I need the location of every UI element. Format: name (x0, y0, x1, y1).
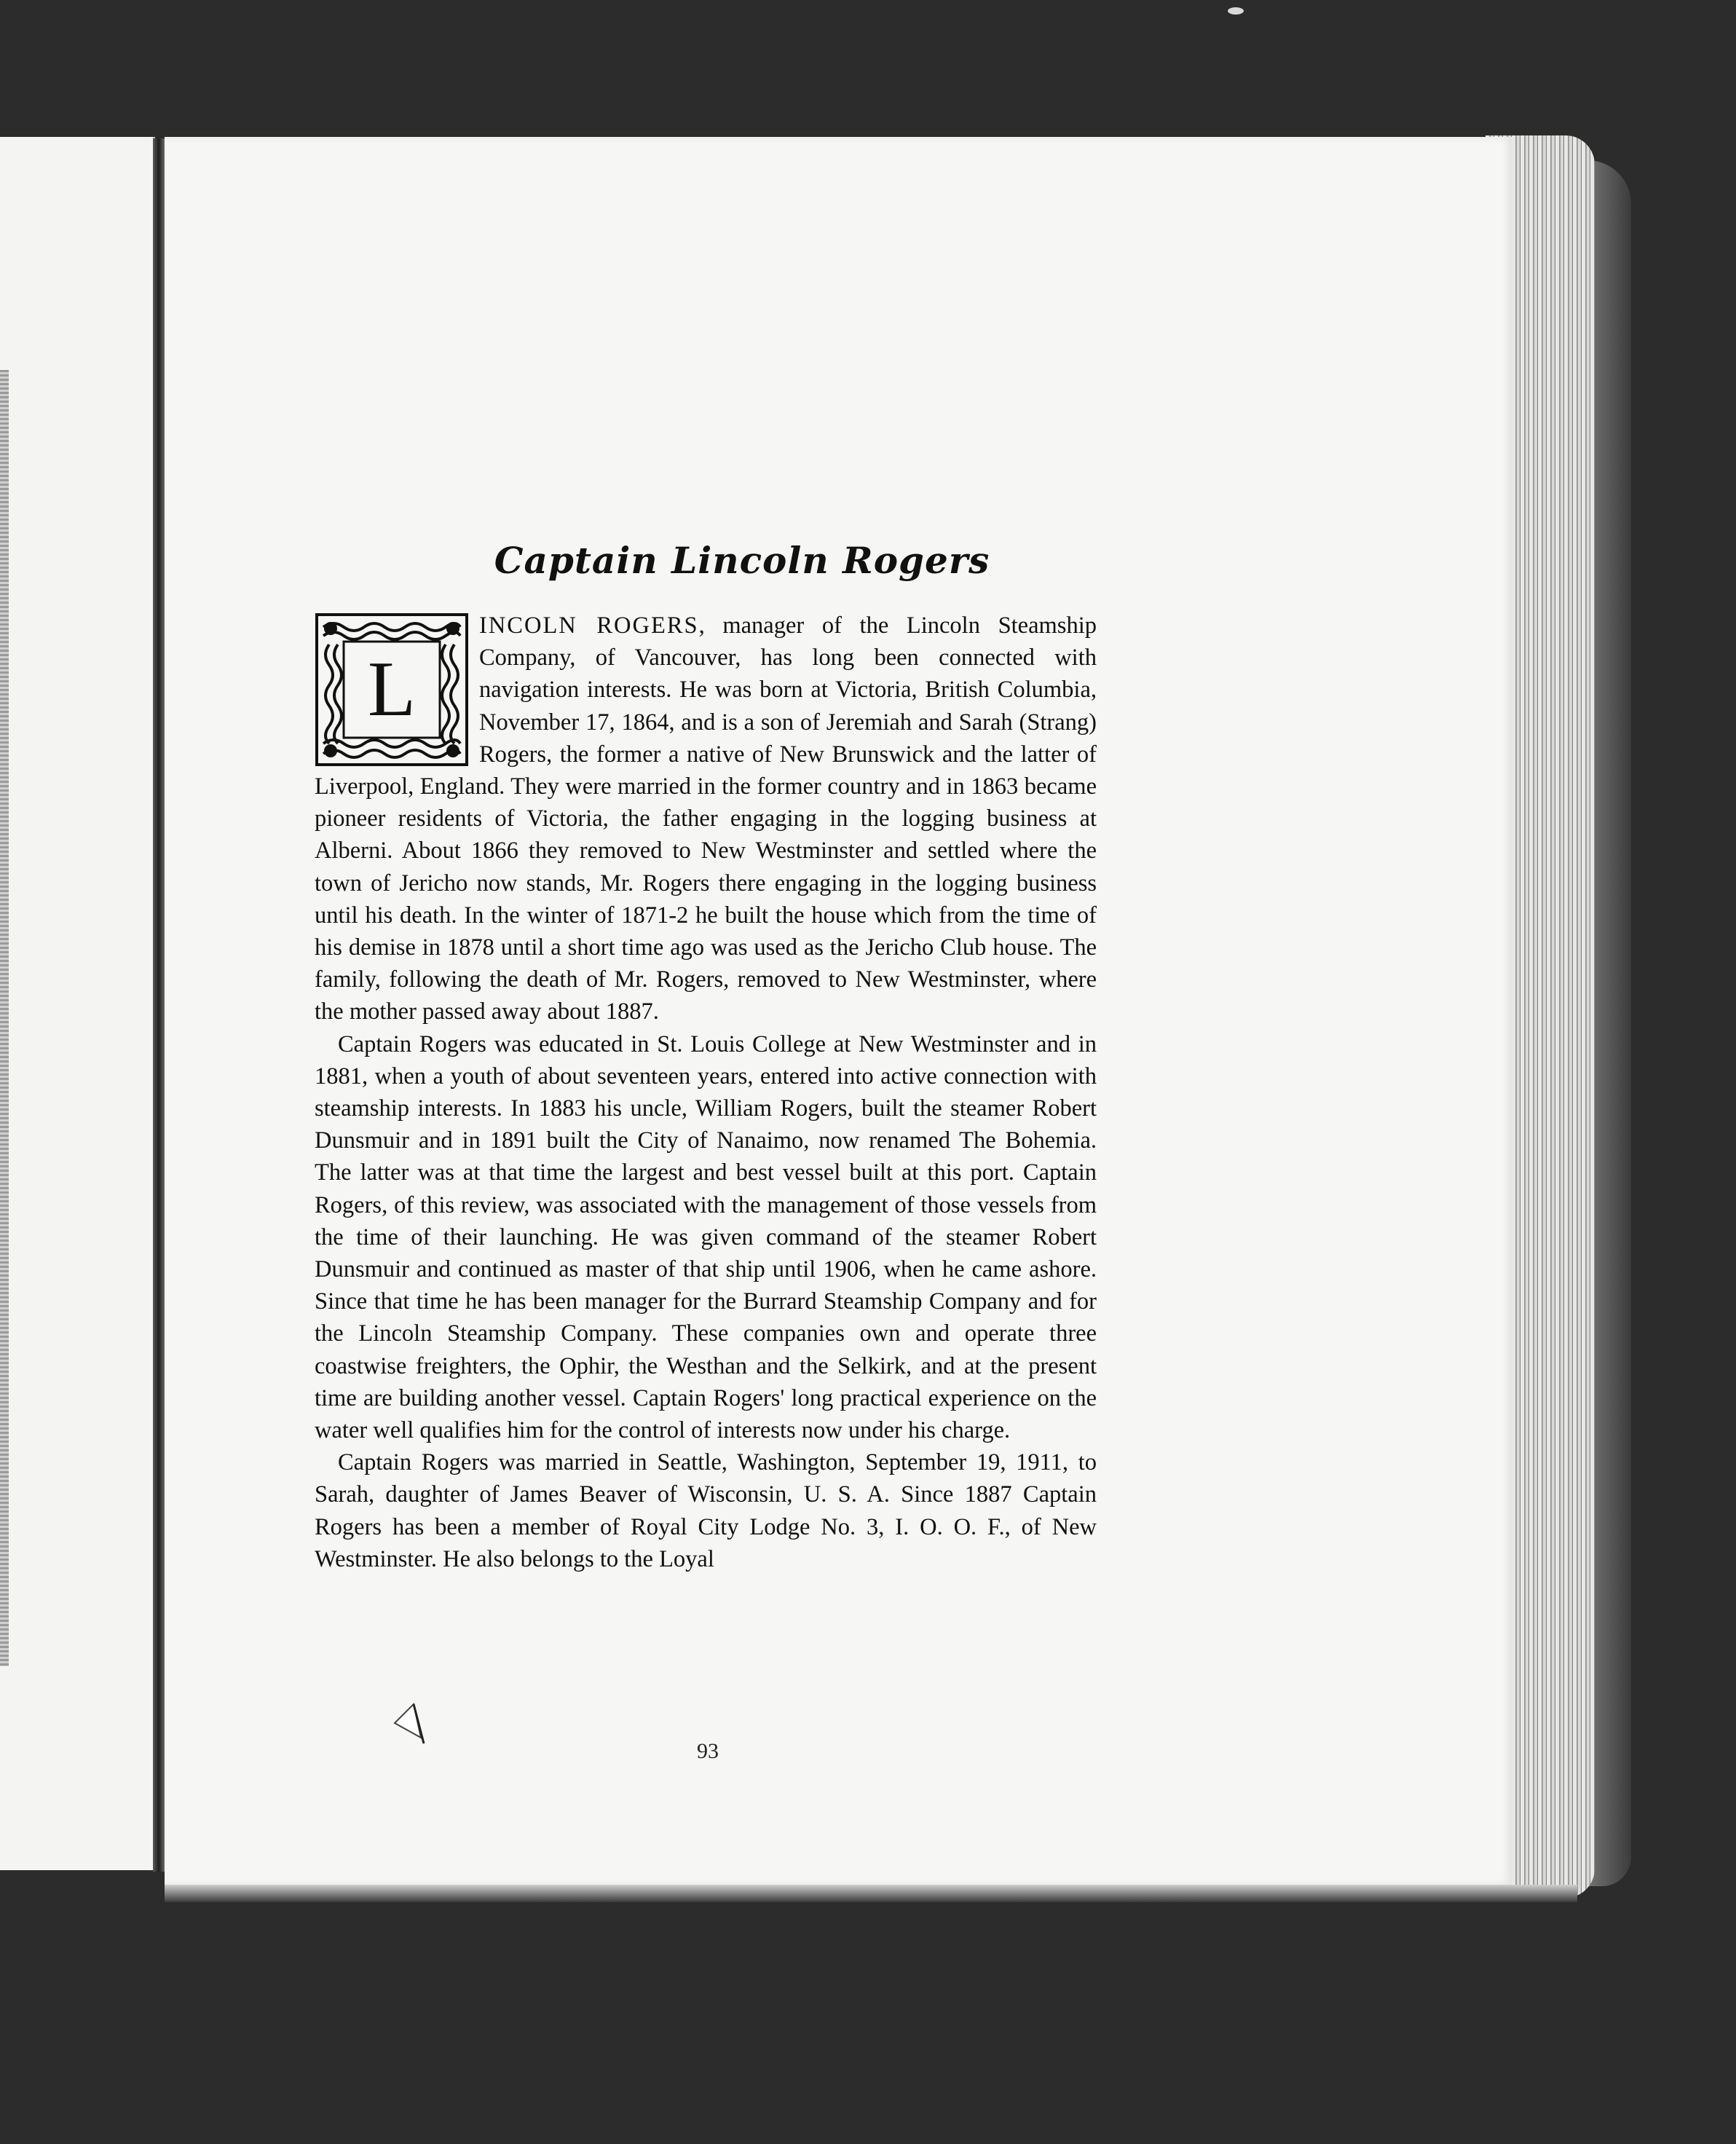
dust-speck (1228, 7, 1244, 15)
page-bottom-edge (165, 1885, 1577, 1902)
paragraph-3: Captain Rogers was married in Seattle, Washington, September 19, 1911, to Sarah, daughter of James Beaver of Wisconsin, U. S. A. Since 1887 Captain Rogers has been a member of Royal City Lodge No. 3, I. O. O. F., of New Westminster. He also belongs to the Loyal (315, 1449, 1097, 1572)
paragraph-2: Captain Rogers was educated in St. Louis College at New Westminster and in 1881, when a youth of about seventeen years, entered into active connection with steamship interests. In 1883 his uncle, William Rogers, built the steamer Robert Dunsmuir and in 1891 built the City of Nanaimo, now renamed The Bohemia. The latter was at that time the largest and best vessel built at this port. Captain Rogers, of this review, was associated with the management of those vessels from the time of their launching. He was given command of the steamer Robert Dunsmuir and continued as master of that ship until 1906, when he came ashore. Since that time he has been manager for the Burrard Steamship Company and for the Lincoln Steamship Company. These companies own and operate three coastwise freighters, the Ophir, the Westhan and the Selkirk, and at the present time are building another vessel. Captain Rogers' long practical experience on the water well qualifies him for the control of interests now under his charge. (315, 1030, 1097, 1444)
dropcap-letter: L (368, 646, 416, 733)
left-facing-page (0, 137, 155, 1870)
article (315, 539, 1097, 1575)
paragraph-1-text: , manager of the Lincoln Steamship Company, of Vancouver, has long been connected with navigation interests. He was born at Victoria, British Columbia, November 17, 1864, and is a son of Jeremiah and Sarah (Strang) Rogers, the former a native of New Brunswick and the latter of Liverpool, England. They were married in the former country and in 1863 became pioneer residents of Victoria, the father engaging in the logging business at Alberni. About 1866 they removed to New Westminster and settled where the town of Jericho now stands, Mr. Rogers there engaging in the logging business until his death. In the winter of 1871-2 he built the house which from the time of his demise in 1878 until a short time ago was used as the Jericho Club house. The family, following the death of Mr. Rogers, removed to New Westminster, where the mother passed away about 1887. (315, 612, 1097, 1025)
page-title: Captain Lincoln Rogers (494, 539, 990, 582)
page-number: 93 (697, 1739, 719, 1763)
book-gutter (153, 138, 165, 1872)
ornamental-dropcap (315, 612, 469, 767)
opening-caps: INCOLN ROGERS (479, 612, 699, 639)
corner-fold-mark (392, 1701, 430, 1745)
article-body (315, 610, 1097, 1575)
left-page-photo-edge (0, 370, 9, 1666)
